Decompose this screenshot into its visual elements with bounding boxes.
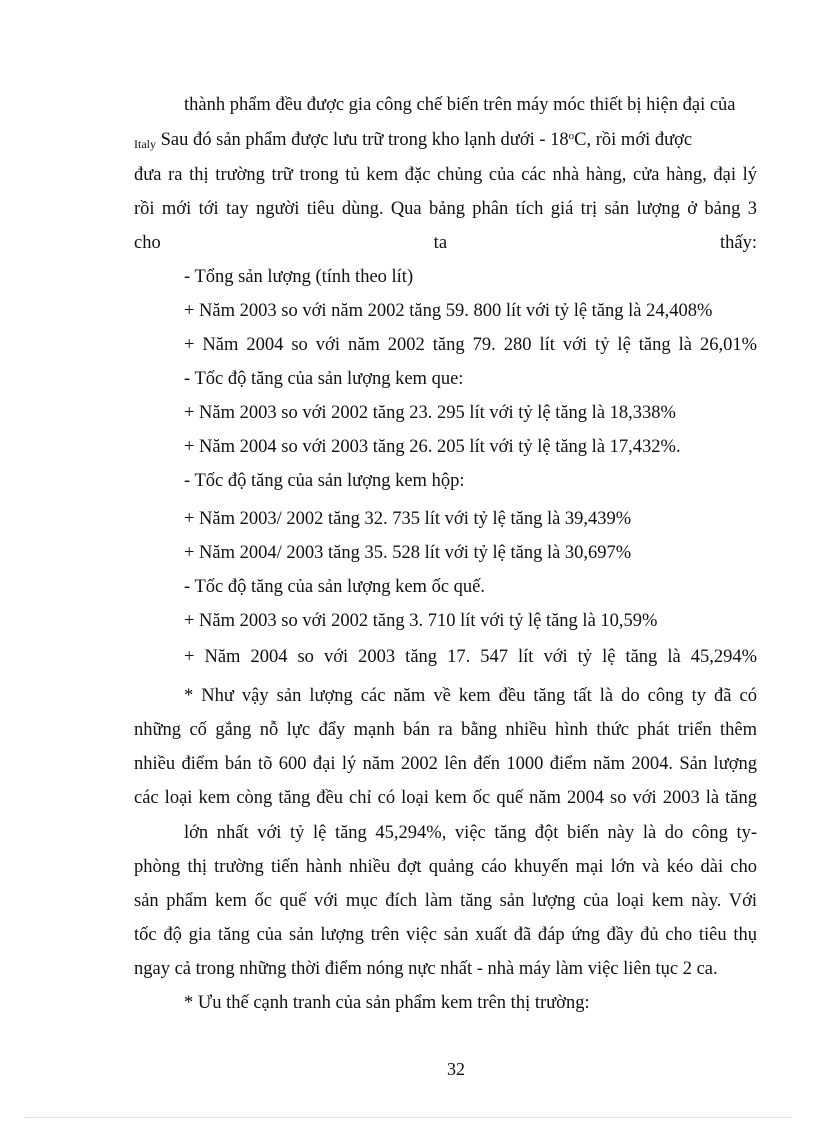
- paragraph-1-line-3: đưa ra thị trường trữ trong tủ kem đặc chủng của các nhà hàng, cửa hàng, đại lý: [134, 165, 757, 185]
- list-item: - Tốc độ tăng của sản lượng kem ốc quế.: [184, 577, 485, 597]
- list-item: + Năm 2004/ 2003 tăng 35. 528 lít với tỷ lệ tăng là 30,697%: [184, 543, 632, 563]
- list-item: + Năm 2003 so với 2002 tăng 3. 710 lít với tỷ lệ tăng là 10,59%: [184, 611, 658, 631]
- paragraph-1-line-2: [134, 128, 692, 154]
- list-item: + Năm 2003 so với năm 2002 tăng 59. 800 lít với tỷ lệ tăng là 24,408%: [184, 301, 713, 321]
- paragraph-2-line-2: những cố gắng nỗ lực đẩy mạnh bán ra bằng nhiều hình thức phát triển thêm: [134, 720, 757, 740]
- list-item: + Năm 2003/ 2002 tăng 32. 735 lít với tỷ lệ tăng là 39,439%: [184, 509, 632, 529]
- closing-line: * Ưu thế cạnh tranh của sản phẩm kem trên thị trường:: [184, 993, 590, 1013]
- paragraph-1-line-1: thành phẩm đều được gia công chế biến trên máy móc thiết bị hiện đại của: [184, 95, 736, 115]
- paragraph-1-line-2-b: C, rồi mới được: [574, 130, 693, 150]
- paragraph-2-line-4: các loại kem còng tăng đều chỉ có loại kem ốc quế năm 2004 so với 2003 là tăng: [134, 788, 757, 808]
- paragraph-2-line-1: * Như vậy sản lượng các năm về kem đều tăng tất là do công ty đã có: [184, 686, 757, 706]
- paragraph-1-line-4: rồi mới tới tay người tiêu dùng. Qua bảng phân tích giá trị sản lượng ở bảng 3: [134, 199, 757, 219]
- list-item: + Năm 2004 so với 2003 tăng 26. 205 lít với tỷ lệ tăng là 17,432%.: [184, 437, 681, 457]
- paragraph-3-line-4: tốc độ gia tăng của sản lượng trên việc sản xuất đã đáp ứng đầy đủ cho tiêu thụ: [134, 925, 757, 945]
- degree-superscript: o: [568, 130, 575, 142]
- list-item: + Năm 2003 so với 2002 tăng 23. 295 lít với tỷ lệ tăng là 18,338%: [184, 403, 676, 423]
- list-item: - Tổng sản lượng (tính theo lít): [184, 267, 414, 287]
- page-bottom-divider: [24, 1117, 792, 1118]
- paragraph-1-line-2-a: Sau đó sản phẩm được lưu trữ trong kho lạnh dưới - 18: [156, 130, 569, 150]
- paragraph-1-line-5: cho ta thấy:: [134, 233, 757, 253]
- paragraph-3-line-5: ngay cả trong những thời điểm nóng nực nhất - nhà máy làm việc liên tục 2 ca.: [134, 959, 718, 979]
- list-item: - Tốc độ tăng của sản lượng kem que:: [184, 369, 464, 389]
- list-item: + Năm 2004 so với 2003 tăng 17. 547 lít với tỷ lệ tăng là 45,294%: [184, 647, 757, 667]
- list-item: - Tốc độ tăng của sản lượng kem hộp:: [184, 471, 465, 491]
- paragraph-3-line-3: sản phẩm kem ốc quế với mục đích làm tăng sản lượng của loại kem này. Với: [134, 891, 757, 911]
- list-item: + Năm 2004 so với năm 2002 tăng 79. 280 lít với tỷ lệ tăng là 26,01%: [184, 335, 757, 355]
- paragraph-3-line-1: lớn nhất với tỷ lệ tăng 45,294%, việc tăng đột biến này là do công ty-: [184, 823, 757, 843]
- italy-text: Italy: [134, 137, 156, 151]
- paragraph-2-line-3: nhiều điểm bán tõ 600 đại lý năm 2002 lên đến 1000 điểm năm 2004. Sản lượng: [134, 754, 757, 774]
- paragraph-3-line-2: phòng thị trường tiến hành nhiều đợt quảng cáo khuyến mại lớn và kéo dài cho: [134, 857, 757, 877]
- page-number: 32: [447, 1059, 465, 1079]
